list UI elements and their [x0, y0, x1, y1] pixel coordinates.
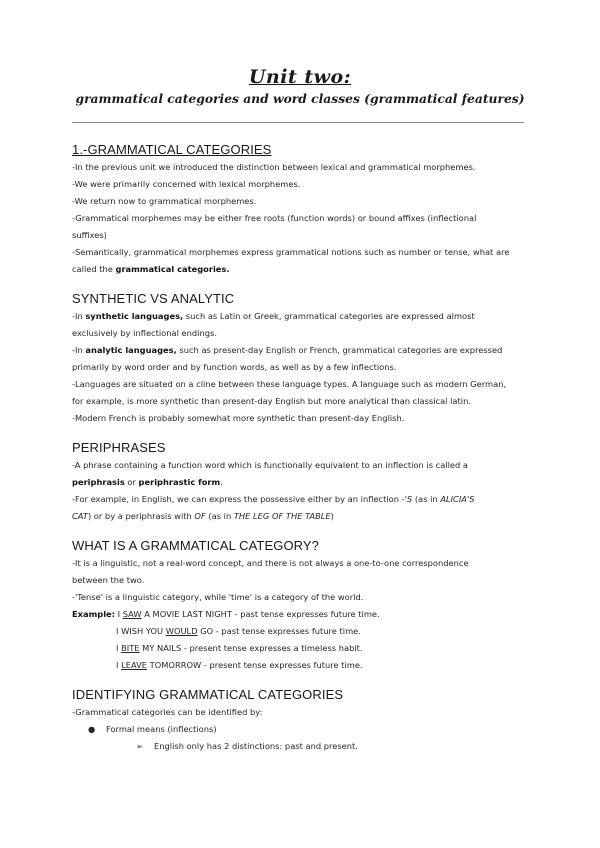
paragraph-line: for example, is more synthetic than present-day English but more analytical than classical latin.: [72, 396, 471, 406]
section-grammatical-categories: [72, 142, 528, 278]
paragraph-line: [72, 474, 528, 491]
text-run: I: [115, 609, 123, 619]
list-item-text: English only has 2 distinctions: past and present.: [154, 741, 358, 751]
example-line: [72, 640, 528, 657]
bold-term: synthetic languages,: [85, 311, 184, 321]
paragraph-line: -In the previous unit we introduced the distinction between lexical and grammatical morphemes.: [72, 162, 476, 172]
title-block: [0, 66, 600, 106]
underlined-verb: LEAVE: [121, 660, 148, 670]
page-subtitle: grammatical categories and word classes (grammatical features): [75, 91, 525, 106]
paragraph-line: -We return now to grammatical morphemes.: [72, 196, 257, 206]
paragraph-line: -Grammatical morphemes may be either free roots (function words) or bound affixes (inflectional: [72, 213, 477, 223]
section-heading: SYNTHETIC VS ANALYTIC: [72, 291, 235, 306]
paragraph-line: -We were primarily concerned with lexical morphemes.: [72, 179, 301, 189]
text-run: I: [116, 660, 122, 670]
section-heading: WHAT IS A GRAMMATICAL CATEGORY?: [72, 538, 320, 553]
paragraph-line: [72, 491, 528, 508]
bold-term: periphrasis: [72, 477, 125, 487]
italic-example: THE LEG OF THE TABLE: [233, 511, 331, 521]
page-title: Unit two:: [248, 66, 352, 88]
paragraph-line: -A phrase containing a function word which is functionally equivalent to an inflection is called a: [72, 460, 468, 470]
paragraph-line: -'Tense' is a linguistic category, while 'time' is a category of the world.: [72, 592, 364, 602]
italic-example: CAT: [72, 511, 88, 521]
paragraph-line: primarily by word order and by function words, as well as by a few inflections.: [72, 362, 397, 372]
text-run: GO - past tense expresses future time.: [197, 626, 361, 636]
text-run: such as Latin or Greek, grammatical categories are expressed almost: [183, 311, 475, 321]
document-body: [72, 142, 528, 768]
text-run: (as in: [205, 511, 234, 521]
underlined-verb: WOULD: [165, 626, 198, 636]
paragraph-line: [72, 261, 528, 278]
list-item: [72, 721, 528, 738]
section-heading: 1.-GRAMMATICAL CATEGORIES: [72, 142, 272, 157]
text-run: .: [220, 477, 223, 487]
section-heading: PERIPHRASES: [72, 440, 166, 455]
text-run: MY NAILS - present tense expresses a timeless habit.: [139, 643, 363, 653]
text-run: ): [330, 511, 334, 521]
paragraph-line: -Grammatical categories can be identified by:: [72, 707, 263, 717]
text-run: TOMORROW - present tense expresses future time.: [147, 660, 363, 670]
italic-example: OF: [194, 511, 206, 521]
italic-example: ALICIA'S: [440, 494, 475, 504]
example-line: [72, 606, 528, 623]
bold-term: periphrastic form: [138, 477, 221, 487]
section-heading: IDENTIFYING GRAMMATICAL CATEGORIES: [72, 687, 344, 702]
text-run: ) or by a periphrasis with: [87, 511, 195, 521]
text-run: -In: [72, 345, 86, 355]
underlined-verb: BITE: [121, 643, 140, 653]
bold-term: grammatical categories.: [115, 264, 230, 274]
text-run: I: [116, 643, 122, 653]
text-run: called the: [72, 264, 116, 274]
bold-term: analytic languages,: [85, 345, 177, 355]
paragraph-line: -It is a linguistic, not a real-word concept, and there is not always a one-to-one correspondence: [72, 558, 469, 568]
text-run: (as in: [412, 494, 441, 504]
paragraph-line: -Semantically, grammatical morphemes express grammatical notions such as number or tense, what are: [72, 247, 510, 257]
list-item-text: Formal means (inflections): [106, 724, 217, 734]
title-divider: [72, 122, 524, 123]
text-run: -For example, in English, we can express the possessive either by an inflection: [72, 494, 402, 504]
bullet-icon: ●: [88, 724, 96, 734]
text-run: such as present-day English or French, grammatical categories are expressed: [176, 345, 503, 355]
underlined-verb: SAW: [122, 609, 142, 619]
paragraph-line: suffixes): [72, 230, 107, 240]
paragraph-line: -Modern French is probably somewhat more synthetic than present-day English.: [72, 413, 405, 423]
paragraph-line: [72, 508, 528, 525]
paragraph-line: between the two.: [72, 575, 145, 585]
arrow-bullet-icon: ➢: [136, 741, 143, 751]
section-what-is-grammatical-category: [72, 538, 528, 674]
italic-example: -'S: [401, 494, 413, 504]
example-line: [72, 657, 528, 674]
paragraph-line: -Languages are situated on a cline between these language types. A language such as modern German,: [72, 379, 507, 389]
paragraph-line: [72, 342, 528, 359]
text-run: or: [124, 477, 139, 487]
sub-list-item: [72, 738, 528, 755]
section-synthetic-vs-analytic: [72, 291, 528, 427]
text-run: I WISH YOU: [116, 626, 166, 636]
text-run: A MOVIE LAST NIGHT - past tense expresses future time.: [141, 609, 380, 619]
section-identifying-grammatical-categories: [72, 687, 528, 755]
paragraph-line: [72, 308, 528, 325]
section-periphrases: [72, 440, 528, 525]
paragraph-line: exclusively by inflectional endings.: [72, 328, 217, 338]
example-line: [72, 623, 528, 640]
text-run: -In: [72, 311, 86, 321]
example-label: Example:: [72, 609, 115, 619]
